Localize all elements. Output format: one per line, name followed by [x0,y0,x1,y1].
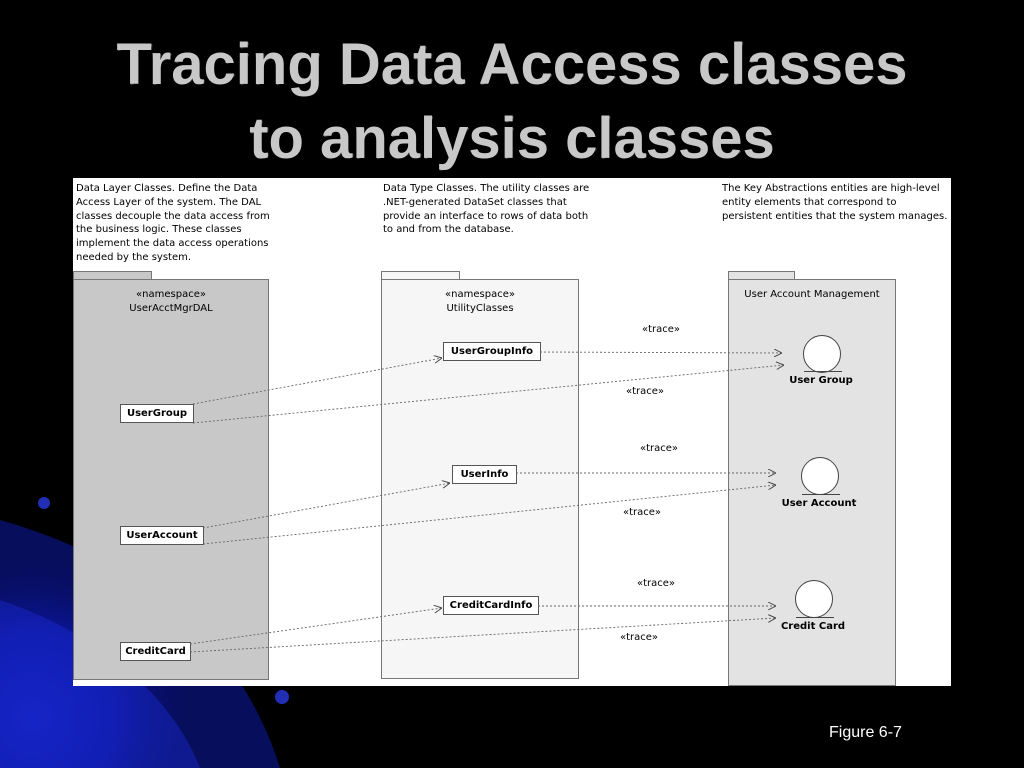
class-useraccount[interactable]: UserAccount [120,526,204,545]
dal-package-name: UserAcctMgrDAL [129,303,213,314]
figure-caption: Figure 6-7 [829,724,902,741]
trace-label-6: «trace» [620,632,659,643]
trace-arrow-useraccount-to-userinfo [203,483,450,528]
slide-title [0,28,1024,176]
slide-title-line-2: to analysis classes [249,106,775,171]
entity-credit-card-label: Credit Card [780,621,846,632]
trace-arrow-useraccount-to-user-account [203,485,776,544]
utility-package-name: UtilityClasses [446,303,514,314]
trace-label-5: «trace» [637,578,676,589]
trace-arrow-usergroupinfo-to-user-group [540,352,782,353]
trace-arrow-usergroup-to-usergroupinfo [193,358,442,404]
trace-label-4: «trace» [623,507,662,518]
key-abstractions-description: The Key Abstractions entities are high-level entity elements that correspond to persistent entities that the system manages. [722,183,948,222]
uam-package-name: User Account Management [744,289,880,300]
trace-arrow-creditcard-to-credit-card [190,618,776,652]
class-creditcardinfo[interactable]: CreditCardInfo [443,596,539,615]
diagram-panel [73,178,951,686]
class-creditcard[interactable]: CreditCard [120,642,191,661]
trace-arrows [73,178,951,686]
trace-arrow-usergroup-to-user-group [193,365,784,423]
trace-label-1: «trace» [642,324,681,335]
class-userinfo[interactable]: UserInfo [452,465,517,484]
trace-arrow-creditcard-to-creditcardinfo [190,608,442,644]
entity-user-account-label: User Account [781,498,857,509]
slide-title-line-1: Tracing Data Access classes [116,32,908,97]
dal-package-stereotype: «namespace» [136,289,206,300]
data-layer-description: Data Layer Classes. Define the Data Access Layer of the system. The DAL classes decouple the data access from the business logic. These classes implement the data access operations needed by the system. [76,183,270,263]
class-usergroupinfo[interactable]: UserGroupInfo [443,342,541,361]
entity-user-group-label: User Group [789,375,853,386]
class-usergroup[interactable]: UserGroup [120,404,194,423]
trace-label-2: «trace» [626,386,665,397]
trace-label-3: «trace» [640,443,679,454]
data-type-description: Data Type Classes. The utility classes are .NET-generated DataSet classes that provide an interface to rows of data both to and from the database. [383,183,590,236]
utility-package-stereotype: «namespace» [445,289,515,300]
